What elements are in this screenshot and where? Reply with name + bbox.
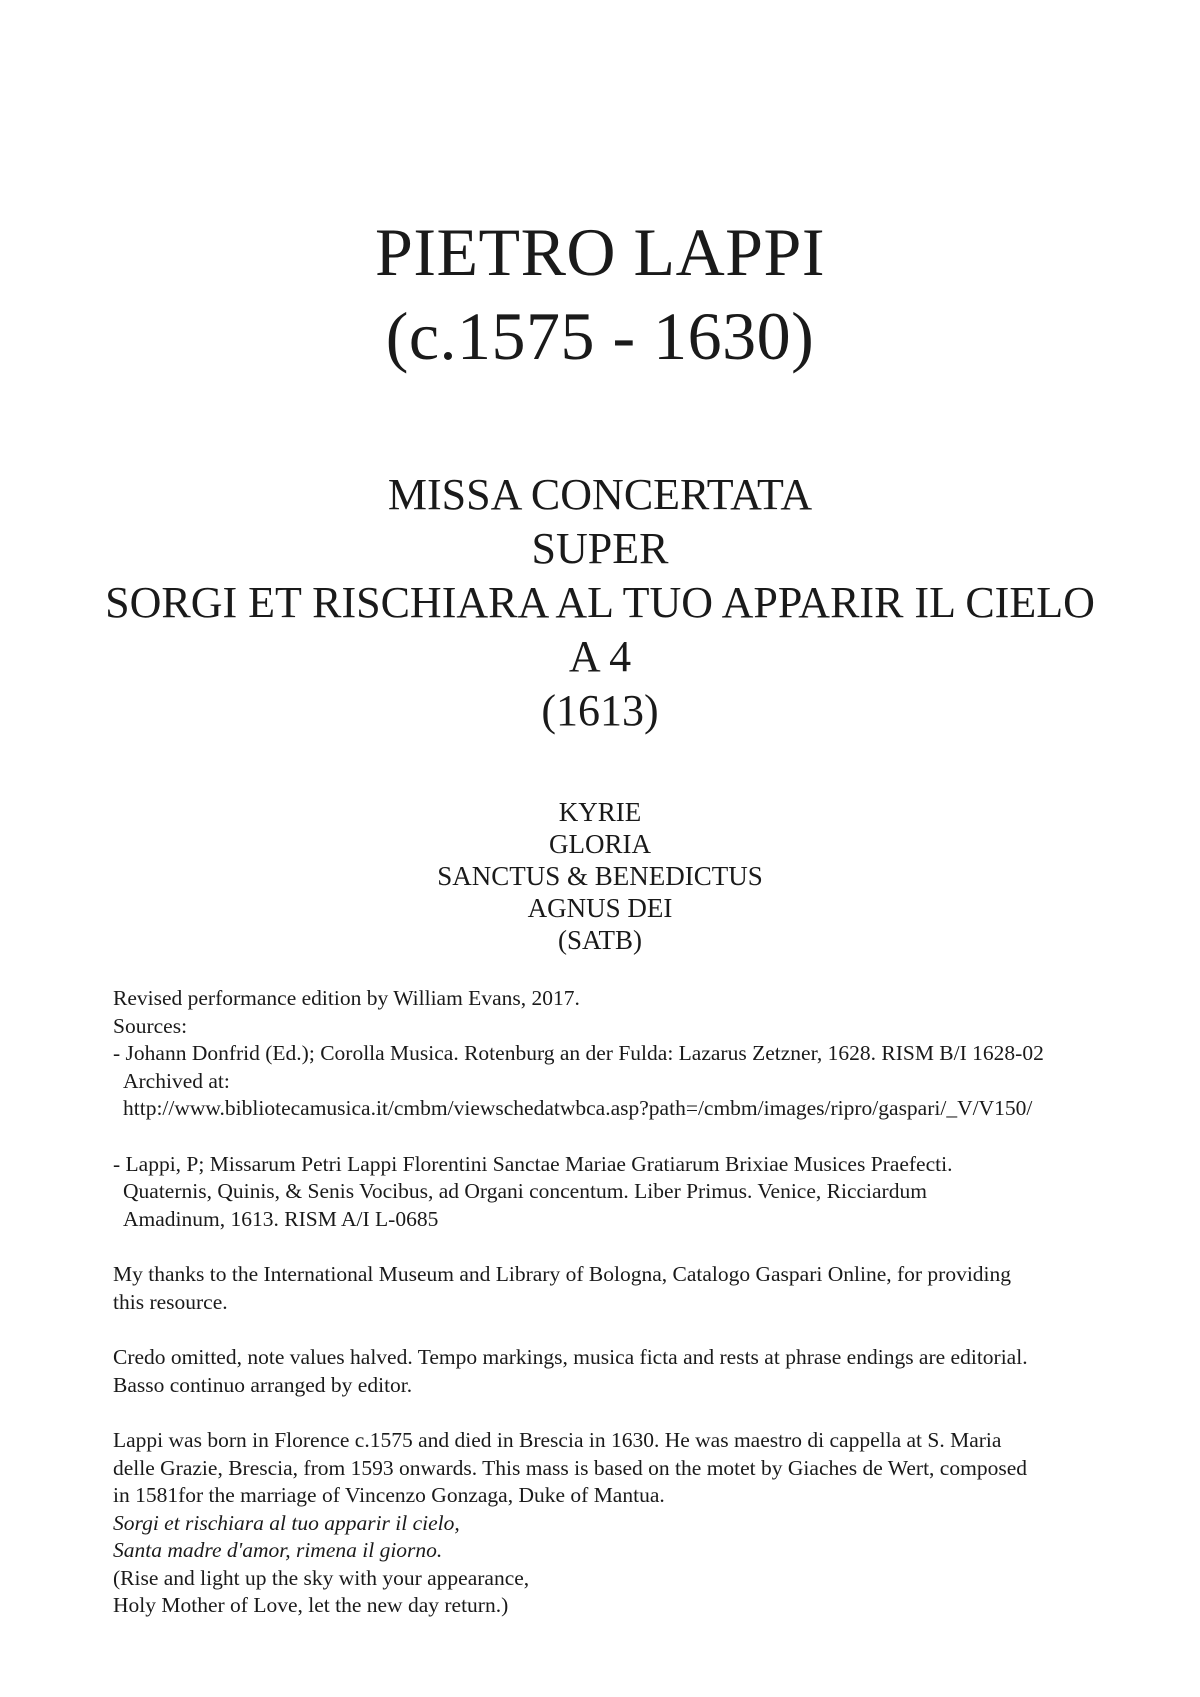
composer-dates: (c.1575 - 1630)	[385, 298, 815, 374]
work-title-line: MISSA CONCERTATA	[387, 470, 813, 519]
source-entry: - Lappi, P; Missarum Petri Lappi Florentini Sanctae Mariae Gratiarum Brixiae Musices Praefecti.	[113, 1151, 953, 1176]
movement-item: GLORIA	[549, 829, 651, 859]
archived-label: Archived at:	[123, 1068, 230, 1093]
editorial-note: Basso continuo arranged by editor.	[113, 1372, 413, 1397]
translation-text: Holy Mother of Love, let the new day return.)	[113, 1593, 509, 1617]
edition-credit: Revised performance edition by William Evans, 2017.	[113, 986, 580, 1010]
work-voicing: A 4	[568, 632, 632, 681]
editorial-note: Credo omitted, note values halved. Tempo markings, musica ficta and rests at phrase endings are editorial.	[113, 1345, 1028, 1369]
source-entry-continued: Quaternis, Quinis, & Senis Vocibus, ad Organi concentum. Liber Primus. Venice, Ricciardum	[123, 1179, 927, 1203]
work-title	[0, 468, 1200, 738]
source-url: http://www.bibliotecamusica.it/cmbm/viewschedatwbca.asp?path=/cmbm/images/ripro/gaspari/_V/V150/	[123, 1096, 1033, 1120]
translation-text: (Rise and light up the sky with your appearance,	[113, 1565, 530, 1590]
thanks-text: My thanks to the International Museum and Library of Bologna, Catalogo Gaspari Online, for providing	[113, 1262, 1012, 1286]
italian-text: Sorgi et rischiara al tuo apparir il cielo,	[113, 1510, 460, 1535]
movement-list	[0, 796, 1200, 956]
thanks-text: this resource.	[113, 1289, 228, 1314]
biography-text: in 1581for the marriage of Vincenzo Gonzaga, Duke of Mantua.	[113, 1483, 665, 1507]
movement-item: AGNUS DEI	[527, 893, 673, 923]
biography-text: delle Grazie, Brescia, from 1593 onwards. This mass is based on the motet by Giaches de Wert, composed	[113, 1455, 1027, 1480]
source-entry: - Johann Donfrid (Ed.); Corolla Musica. Rotenburg an der Fulda: Lazarus Zetzner, 1628. RISM B/I 1628-02	[113, 1041, 1044, 1065]
work-title-line: SORGI ET RISCHIARA AL TUO APPARIR IL CIELO	[105, 578, 1095, 627]
movement-item: KYRIE	[558, 797, 642, 827]
work-title-line: SUPER	[531, 524, 669, 573]
sources-label: Sources:	[113, 1013, 188, 1038]
composer-heading	[0, 210, 1200, 378]
work-year: (1613)	[541, 686, 659, 735]
italian-text: Santa madre d'amor, rimena il giorno.	[113, 1538, 443, 1562]
composer-name: PIETRO LAPPI	[375, 214, 825, 290]
biography-text: Lappi was born in Florence c.1575 and died in Brescia in 1630. He was maestro di cappella at S. Maria	[113, 1428, 1002, 1452]
source-entry-continued: Amadinum, 1613. RISM A/I L-0685	[123, 1206, 439, 1231]
movement-item: SANCTUS & BENEDICTUS	[437, 861, 763, 891]
voicing-label: (SATB)	[557, 925, 642, 955]
edition-notes	[113, 985, 1173, 1620]
